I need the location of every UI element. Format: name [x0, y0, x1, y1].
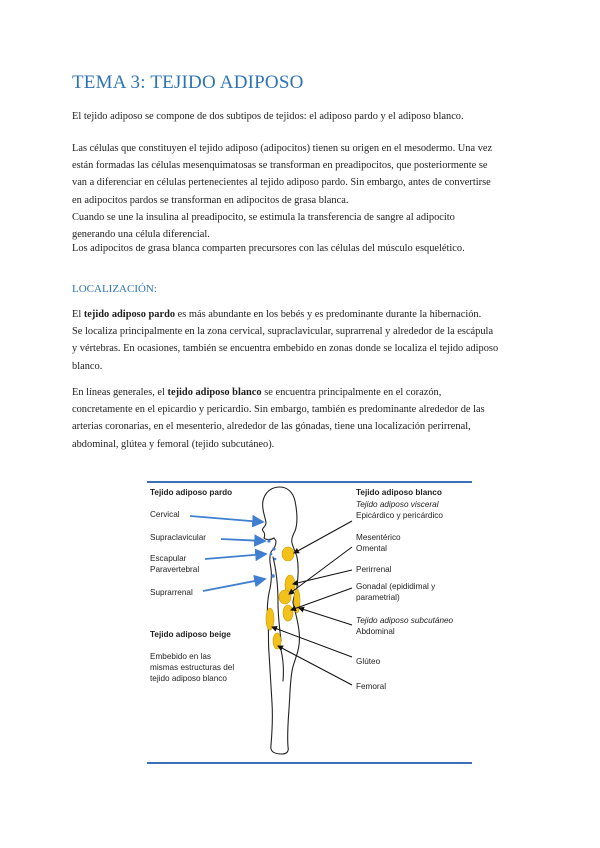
label-parametrial: parametrial) [356, 593, 400, 602]
intro-text: El tejido adiposo se compone de dos subtipos de tejidos: el adiposo pardo y el adiposo blanco. [72, 111, 464, 122]
beige-fat-heading: Tejido adiposo beige [150, 630, 231, 639]
brown-fat-heading: Tejido adiposo pardo [150, 488, 233, 497]
blanco-line-3: arterias coronarias, en el mesenterio, alrededor de las gónadas, tiene una localización perirrenal, [72, 421, 471, 433]
visceral-fat-heading: Tejido adiposo visceral [356, 500, 439, 509]
blanco-line-1 [72, 384, 532, 401]
label-gonadal: Gonadal (epididimal y [356, 582, 436, 591]
pardo-line-1 [72, 306, 532, 323]
brown-fat-arrows [190, 516, 266, 591]
origin-line-1: Las células que constituyen el tejido adiposo (adipocitos) tienen su origen en el mesodermo. Una vez [72, 143, 493, 154]
adipose-tissue-figure [147, 481, 472, 764]
beige-text-line-1: Embebido en las [150, 652, 211, 661]
blanco-line-1-rest: se encuentra principalmente en el corazón, [261, 387, 442, 398]
blanco-term: tejido adiposo blanco [167, 387, 262, 398]
label-mesenterico: Mesentérico [356, 533, 401, 542]
label-omental: Omental [356, 544, 387, 553]
subcutaneous-fat-heading: Tejido adiposo subcutáneo [356, 616, 454, 625]
white-fat-depots [266, 547, 300, 649]
blanco-line-4: abdominal, glútea y femoral (tejido subcutáneo). [72, 438, 275, 450]
blanco-paragraph [72, 384, 532, 453]
abdominal-subcutaneous-fat-mark [294, 589, 300, 613]
label-paravertebral: Paravertebral [150, 565, 200, 574]
origin-line-6: generando una célula diferencial. [72, 229, 210, 241]
white-fat-heading: Tejido adiposo blanco [356, 488, 442, 497]
pardo-line-2: Se localiza principalmente en la zona cervical, supraclavicular, suprarrenal y alrededor de la escápula [72, 326, 494, 338]
pardo-line-1-rest: es más abundante en los bebés y es predominante durante la hibernación. [175, 309, 482, 320]
label-femoral: Femoral [356, 682, 387, 691]
page-title: TEMA 3: TEJIDO ADIPOSO [72, 72, 304, 93]
pardo-paragraph [72, 306, 532, 375]
gonadal-fat-mark [283, 605, 293, 621]
label-abdominal: Abdominal [356, 627, 395, 636]
precursors-paragraph [72, 240, 532, 257]
label-gluteo: Glúteo [356, 657, 381, 666]
pardo-prefix: El [72, 309, 84, 320]
precursors-text: Los adipocitos de grasa blanca comparten precursores con las células del músculo esquelético. [72, 243, 465, 254]
pardo-line-4: blanco. [72, 360, 103, 372]
origin-line-3: van a diferenciar en células pertenecientes al tejido adiposo pardo. Sin embargo, antes de convertirse [72, 177, 491, 189]
label-perirrenal: Perirrenal [356, 565, 392, 574]
beige-text-line-3: tejido adiposo blanco [150, 674, 227, 683]
label-epicardico: Epicárdico y pericárdico [356, 511, 443, 520]
label-supraclavicular: Supraclavicular [150, 533, 206, 542]
pardo-term: tejido adiposo pardo [83, 309, 176, 320]
mesenteric-fat-mark [279, 590, 291, 604]
intro-paragraph [72, 108, 532, 125]
blanco-prefix: En líneas generales, el [72, 387, 168, 398]
beige-text-line-2: mismas estructuras del [150, 663, 235, 672]
epicardial-fat-mark [282, 547, 294, 561]
label-escapular: Escapular [150, 554, 187, 563]
origin-paragraph [72, 140, 532, 243]
origin-line-5: Cuando se une la insulina al preadipocito, se estimula la transferencia de sangre al adipocito [72, 211, 455, 223]
origin-line-4: en adipocitos pardos se transforman en adipocitos de grasa blanca. [72, 194, 349, 206]
label-suprarrenal: Suprarrenal [150, 588, 193, 597]
gluteal-fat-mark [266, 608, 274, 630]
label-cervical: Cervical [150, 510, 180, 519]
localization-heading: LOCALIZACIÓN: [72, 283, 157, 295]
pardo-line-3: y vértebras. En ocasiones, también se encuentra embebido en zonas donde se localiza el tejido adiposo [72, 343, 499, 355]
blanco-line-2: concretamente en el epicardio y pericardio. Sin embargo, también es predominante alrededor de las [72, 404, 485, 416]
origin-line-2: están formadas las células mesenquimatosas se transforman en preadipocitos, que posteriormente se [72, 160, 488, 172]
